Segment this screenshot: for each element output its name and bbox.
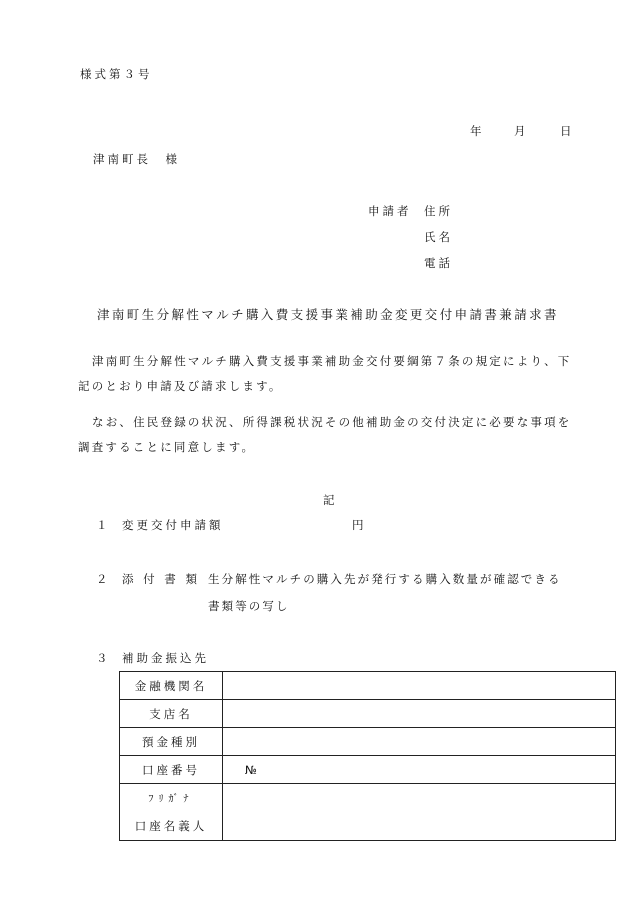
account-holder-label: 口座名義人 xyxy=(134,818,208,833)
account-number-label: 口座番号 xyxy=(120,756,223,784)
applicant-phone-label: 電話 xyxy=(424,256,453,270)
applicant-name-label: 氏名 xyxy=(424,230,453,244)
account-holder-field[interactable] xyxy=(223,784,616,841)
body-paragraph-1: 津南町生分解性マルチ購入費支援事業補助金交付要綱第７条の規定により、下記のとおり申請及び請求します。 xyxy=(78,354,572,393)
deposit-type-field[interactable] xyxy=(223,728,616,756)
item1-number: １ xyxy=(96,518,108,532)
table-row xyxy=(120,784,616,841)
branch-name-label: 支店名 xyxy=(120,700,223,728)
item2-text-line2: 書類等の写し xyxy=(208,599,290,613)
item1-label: 変更交付申請額 xyxy=(122,518,224,532)
bank-name-field[interactable] xyxy=(223,672,616,700)
item1-unit: 円 xyxy=(352,518,364,532)
item2-number: ２ xyxy=(96,572,108,586)
furigana-label: ﾌﾘｶﾞﾅ xyxy=(148,794,194,806)
table-row xyxy=(120,672,616,700)
bank-name-label: 金融機関名 xyxy=(120,672,223,700)
applicant-label: 申請者 xyxy=(368,204,412,218)
deposit-type-label: 預金種別 xyxy=(120,728,223,756)
account-holder-label-cell xyxy=(120,784,223,841)
table-row xyxy=(120,700,616,728)
account-number-field[interactable]: № xyxy=(223,756,616,784)
item2-text-line1: 生分解性マルチの購入先が発行する購入数量が確認できる xyxy=(208,572,562,586)
bank-account-table xyxy=(119,671,616,841)
addressee: 津南町長 様 xyxy=(93,152,180,166)
date-year: 年 xyxy=(470,124,482,138)
table-row xyxy=(120,756,616,784)
ki-heading: 記 xyxy=(323,493,335,507)
item2-label: 添 付 書 類 xyxy=(122,572,200,586)
date-month: 月 xyxy=(514,124,526,138)
body-paragraph-2: なお、住民登録の状況、所得課税状況その他補助金の交付決定に必要な事項を調査することに同意します。 xyxy=(78,415,572,454)
table-row xyxy=(120,728,616,756)
form-number: 様式第３号 xyxy=(80,67,153,81)
applicant-address-label: 住所 xyxy=(424,204,453,218)
document-title: 津南町生分解性マルチ購入費支援事業補助金変更交付申請書兼請求書 xyxy=(97,307,559,322)
item3-number: ３ xyxy=(96,651,108,665)
branch-name-field[interactable] xyxy=(223,700,616,728)
date-day: 日 xyxy=(560,124,572,138)
item3-label: 補助金振込先 xyxy=(122,651,209,665)
